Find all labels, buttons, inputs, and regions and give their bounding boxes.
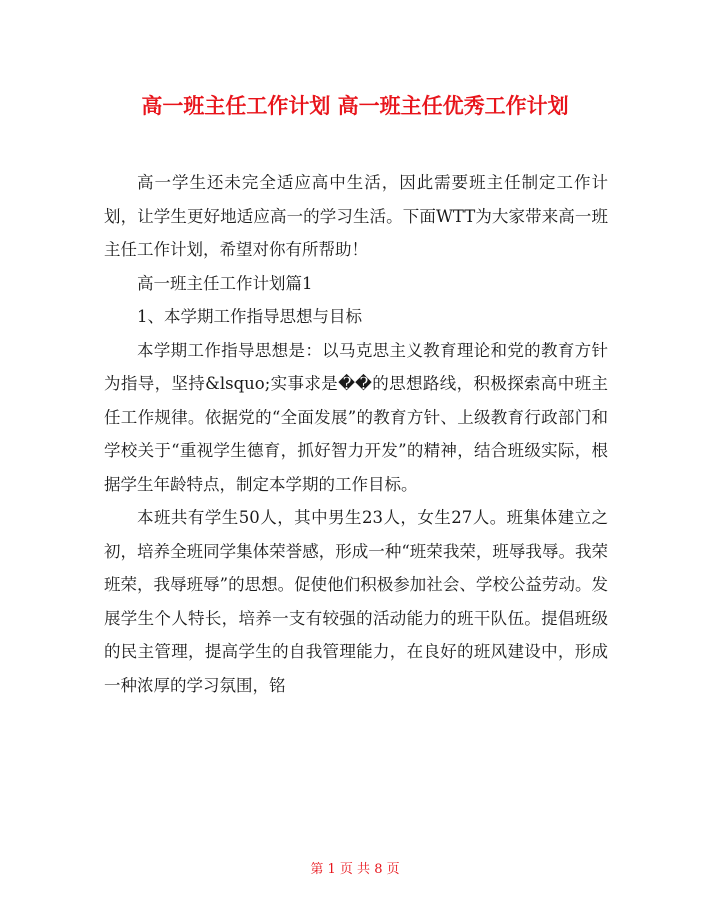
class-paragraph: 本班共有学生50人，其中男生23人，女生27人。班集体建立之初，培养全班同学集体荣誉感，形成一种“班荣我荣，班辱我辱。我荣班荣，我辱班辱”的思想。促使他们积极参加社会、学校公益劳动。发展学生个人特长，培养一支有较强的活动能力的班干队伍。提倡班级的民主管理，提高学生的自我管理能力，在良好的班风建设中，形成一种浓厚的学习氛围，铭 [104,508,608,695]
guidance-paragraph: 本学期工作指导思想是：以马克思主义教育理论和党的教育方针为指导，坚持&lsquo;实事求是��的思想路线，积极探索高中班主任工作规律。依据党的“全面发展”的教育方针、上级教育行政部门和学校关于“重视学生德育，抓好智力开发”的精神，结合班级实际，根据学生年龄特点，制定本学期的工作目标。 [104,340,608,494]
document-title: 高一班主任工作计划 高一班主任优秀工作计划 [141,94,569,118]
subsection-heading: 1、本学期工作指导思想与目标 [137,307,362,326]
intro-paragraph: 高一学生还未完全适应高中生活，因此需要班主任制定工作计划，让学生更好地适应高一的学习生活。下面WTT为大家带来高一班主任工作计划，希望对你有所帮助！ [104,173,608,259]
section-heading: 高一班主任工作计划篇1 [137,273,313,293]
page-footer: 第 1 页 共 8 页 [310,862,400,877]
document-body [104,166,608,702]
